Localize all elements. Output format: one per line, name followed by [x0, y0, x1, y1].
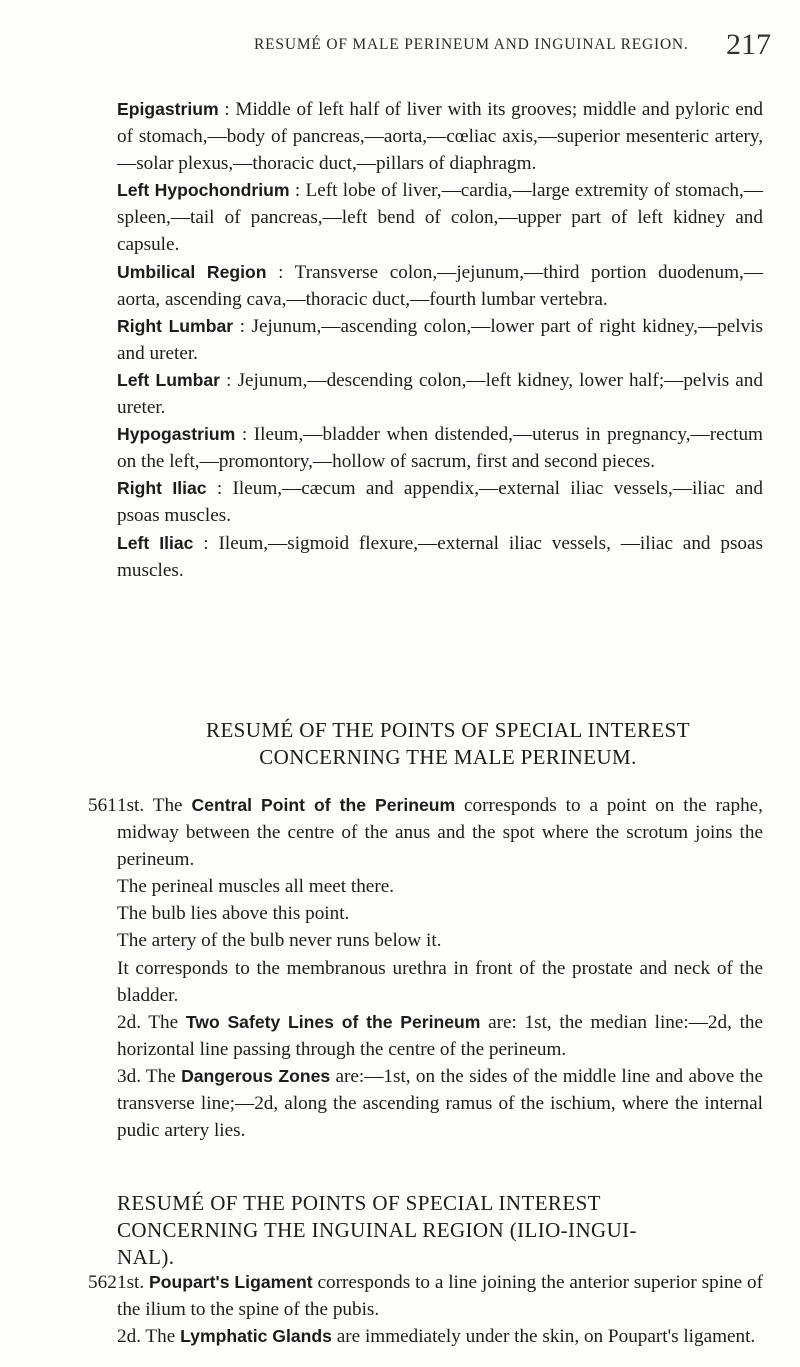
region-entry: Left Lumbar : Jejunum,—descending colon,—left kidney, lower half;—pelvis and ureter. [117, 369, 763, 419]
paragraph: 3d. The Dangerous Zones are:—1st, on the sides of the middle line and above the transverse line;—2d, along the ascending ramus of the ischium, where the internal pudic artery lies. [117, 1065, 763, 1142]
running-header [0, 28, 800, 66]
inguinal-section-heading: RESUMÉ OF THE POINTS OF SPECIAL INTEREST CONCERNING THE INGUINAL REGION (ILIO-INGUI- NAL). [117, 1191, 637, 1269]
key-term: Lymphatic Glands [180, 1326, 332, 1347]
section-number: 561 [88, 795, 117, 816]
paragraph: 1st. The Central Point of the Perineum corresponds to a point on the raphe, midway between the centre of the anus and the spot where the scrotum joins the perineum. [117, 795, 763, 871]
perineum-section-heading: RESUMÉ OF THE POINTS OF SPECIAL INTEREST CONCERNING THE MALE PERINEUM. [206, 718, 690, 769]
section-562 [88, 1269, 763, 1350]
region-entry: Right Lumbar : Jejunum,—ascending colon,—lower part of right kidney,—pelvis and ureter. [117, 315, 763, 364]
paragraph: It corresponds to the membranous urethra in front of the prostate and neck of the bladder. [117, 957, 763, 1006]
region-text: Middle of left half of liver with its grooves; middle and pyloric end of stomach,—body of pancreas,—aorta,—cœliac axis,—superior mesenteric artery,—solar plexus,—thoracic duct,—pillars of diaphragm. [117, 99, 763, 175]
page-number: 217 [726, 28, 771, 61]
paragraph: The perineal muscles all meet there. [117, 876, 395, 898]
region-entry: Left Iliac : Ileum,—sigmoid flexure,—external iliac vessels, —iliac and psoas muscles. [117, 532, 764, 581]
region-entry: Hypogastrium : Ileum,—bladder when distended,—uterus in pregnancy,—rectum on the left,—promontory,—hollow of sacrum, first and second pieces. [117, 424, 763, 473]
section-number: 562 [88, 1272, 117, 1293]
region-entry: Umbilical Region : Transverse colon,—jejunum,—third portion duodenum,—aorta, ascending cava,—thoracic duct,—fourth lumbar vertebra. [117, 261, 764, 310]
region-text: Ileum,—bladder when distended,—uterus in pregnancy,—rectum on the left,—promontory,—hollow of sacrum, first and second pieces. [117, 424, 763, 473]
section-561 [88, 792, 764, 1144]
key-term: Dangerous Zones [181, 1065, 331, 1086]
region-term: Umbilical Region [117, 261, 267, 282]
paragraph: 1st. Poupart's Ligament corresponds to a line joining the anterior superior spine of the ilium to the spine of the pubis. [117, 1272, 763, 1321]
paragraph: 2d. The Two Safety Lines of the Perineum are: 1st, the median line:—2d, the horizontal line passing through the centre of the perineum. [117, 1011, 764, 1060]
abdominal-regions-list [117, 96, 763, 584]
region-text: Ileum,—cæcum and appendix,—external iliac vessels,—iliac and psoas muscles. [117, 478, 763, 527]
running-title: RESUMÉ OF MALE PERINEUM AND INGUINAL REGION. [254, 36, 689, 53]
region-term: Right Lumbar [117, 315, 234, 336]
paragraph: 2d. The Lymphatic Glands are immediately under the skin, on Poupart's ligament. [117, 1326, 756, 1348]
region-term: Epigastrium [117, 99, 219, 119]
region-text: Transverse colon,—jejunum,—third portion duodenum,—aorta, ascending cava,—thoracic duct,—fourth lumbar vertebra. [117, 261, 764, 310]
region-entry: Epigastrium : Middle of left half of liver with its grooves; middle and pyloric end of stomach,—body of pancreas,—aorta,—cœliac axis,—superior mesenteric artery,—solar plexus,—thoracic duct,—pillars of diaphragm. [117, 99, 763, 175]
paragraph: The bulb lies above this point. [117, 903, 350, 925]
key-term: Poupart's Ligament [149, 1272, 313, 1292]
region-term: Hypogastrium [117, 424, 236, 445]
region-entry: Left Hypochondrium : Left lobe of liver,—cardia,—large extremity of stomach,—spleen,—tail of pancreas,—left bend of colon,—upper part of left kidney and capsule. [117, 180, 763, 256]
region-text: Left lobe of liver,—cardia,—large extremity of stomach,—spleen,—tail of pancreas,—left bend of colon,—upper part of left kidney and capsule. [117, 180, 763, 256]
key-term: Central Point of the Perineum [191, 795, 456, 815]
region-term: Left Lumbar [117, 369, 220, 390]
key-term: Two Safety Lines of the Perineum [185, 1011, 481, 1032]
paragraph: The artery of the bulb never runs below it. [117, 930, 442, 952]
region-text: Jejunum,—ascending colon,—lower part of right kidney,—pelvis and ureter. [117, 315, 763, 364]
region-text: Ileum,—sigmoid flexure,—external iliac vessels, —iliac and psoas muscles. [117, 532, 764, 581]
region-text: Jejunum,—descending colon,—left kidney, lower half;—pelvis and ureter. [117, 369, 763, 419]
region-entry: Right Iliac : Ileum,—cæcum and appendix,—external iliac vessels,—iliac and psoas muscles. [117, 478, 763, 527]
region-term: Left Hypochondrium [117, 180, 290, 201]
region-term: Left Iliac [117, 532, 194, 553]
region-term: Right Iliac [117, 478, 207, 499]
